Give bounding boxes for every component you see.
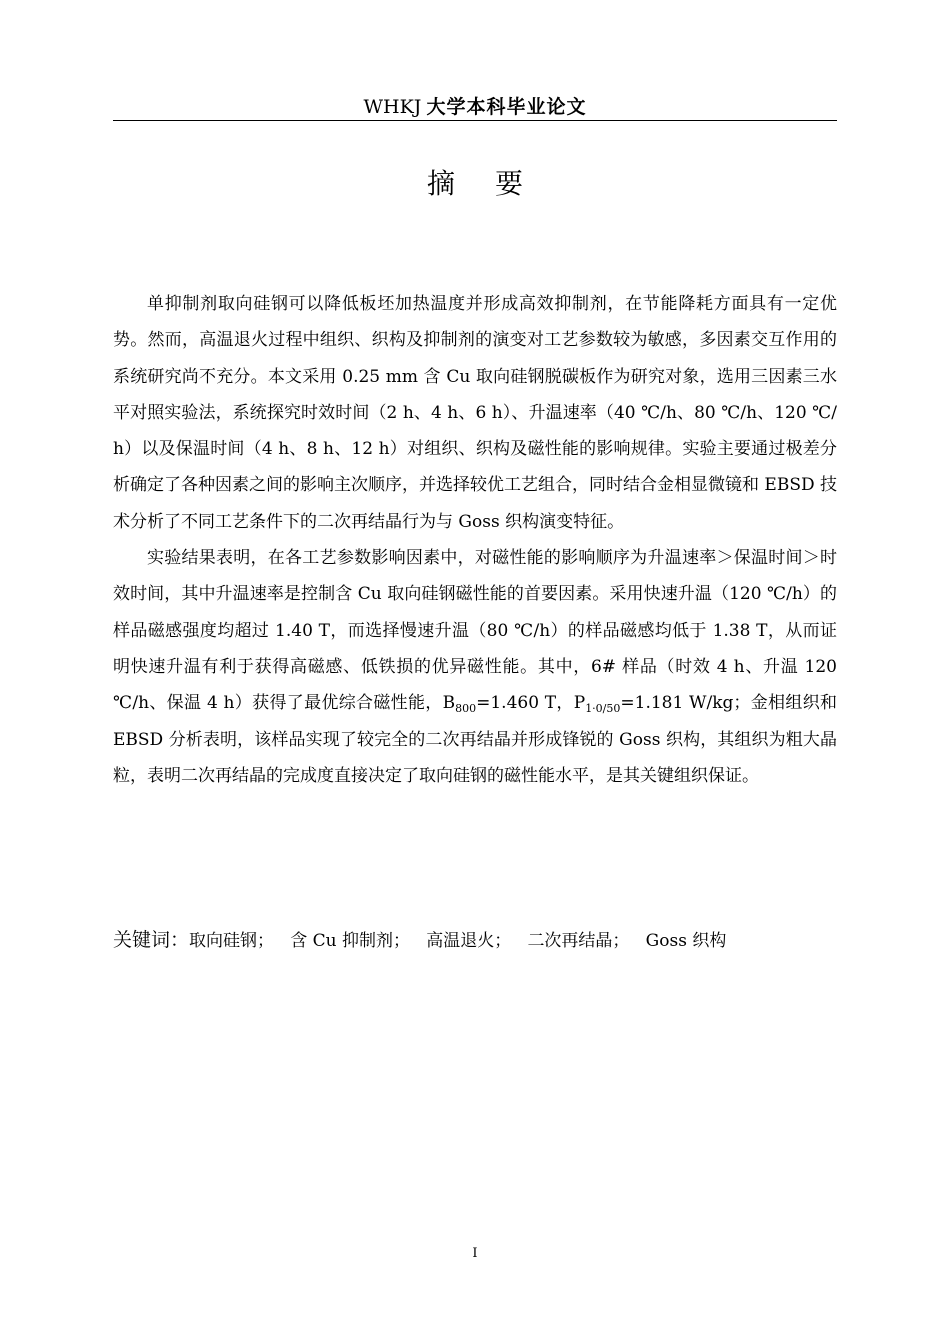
- abstract-paragraph-2: [113, 540, 837, 794]
- keyword-item: 取向硅钢；: [189, 931, 275, 951]
- keywords-label: 关键词：: [113, 929, 190, 951]
- abstract-paragraph-1: 单抑制剂取向硅钢可以降低板坯加热温度并形成高效抑制剂，在节能降耗方面具有一定优势。然而，高温退火过程中组织、织构及抑制剂的演变对工艺参数较为敏感，多因素交互作用的系统研究尚不充分。本文采用 0.25 mm 含 Cu 取向硅钢脱碳板作为研究对象，选用三因素三水平对照实验法，系统探究时效时间（2 h、4 h、6 h）、升温速率（40 ℃/h、80 ℃/h、120 ℃/h）以及保温时间（4 h、8 h、12 h）对组织、织构及磁性能的影响规律。实验主要通过极差分析确定了各种因素之间的影响主次顺序，并选择较优工艺组合，同时结合金相显微镜和 EBSD 技术分析了不同工艺条件下的二次再结晶行为与 Goss 织构演变特征。: [113, 294, 837, 532]
- page-title: [113, 162, 837, 202]
- paragraph-2-part-b: 金相组织和 EBSD 分析表明，该样品实现了较完全的二次再结晶并形成锋锐的 Goss 织构，其组织为粗大晶粒，表明二次再结晶的完成度直接决定了取向硅钢的磁性能水平，是其关键组织保证。: [113, 693, 838, 786]
- p-loss-subscript: 1·0/50: [585, 702, 621, 716]
- running-header: [113, 92, 837, 121]
- keyword-item: 高温退火；: [426, 931, 512, 951]
- keyword-item: 含 Cu 抑制剂；: [290, 931, 410, 951]
- b800-subscript: 800: [455, 702, 477, 716]
- keyword-item: 二次再结晶；: [527, 931, 630, 951]
- p-loss-value: =1.181 W/kg；: [620, 693, 751, 714]
- b800-symbol: B: [442, 693, 456, 714]
- b800-value: =1.460 T，: [476, 693, 574, 714]
- keyword-item: Goss 织构: [645, 931, 727, 951]
- institution-code: WHKJ: [363, 96, 422, 118]
- title-char-2: 要: [495, 167, 524, 200]
- keywords-line: [113, 926, 837, 955]
- title-char-1: 摘: [426, 167, 455, 200]
- page-number: I: [472, 1246, 478, 1261]
- p-loss-symbol: P: [573, 693, 586, 714]
- abstract-body: [113, 286, 837, 794]
- thesis-type: 大学本科毕业论文: [426, 96, 587, 118]
- paragraph-2-part-a: 实验结果表明，在各工艺参数影响因素中，对磁性能的影响顺序为升温速率＞保温时间＞时效时间，其中升温速率是控制含 Cu 取向硅钢磁性能的首要因素。采用快速升温（120 ℃/h）的样品磁感强度均超过 1.40 T，而选择慢速升温（80 ℃/h）的样品磁感均低于 1.38 T，从而证明快速升温有利于获得高磁感、低铁损的优异磁性能。其中，6# 样品（时效 4 h、升温 120 ℃/h、保温 4 h）获得了最优综合磁性能，: [113, 548, 837, 714]
